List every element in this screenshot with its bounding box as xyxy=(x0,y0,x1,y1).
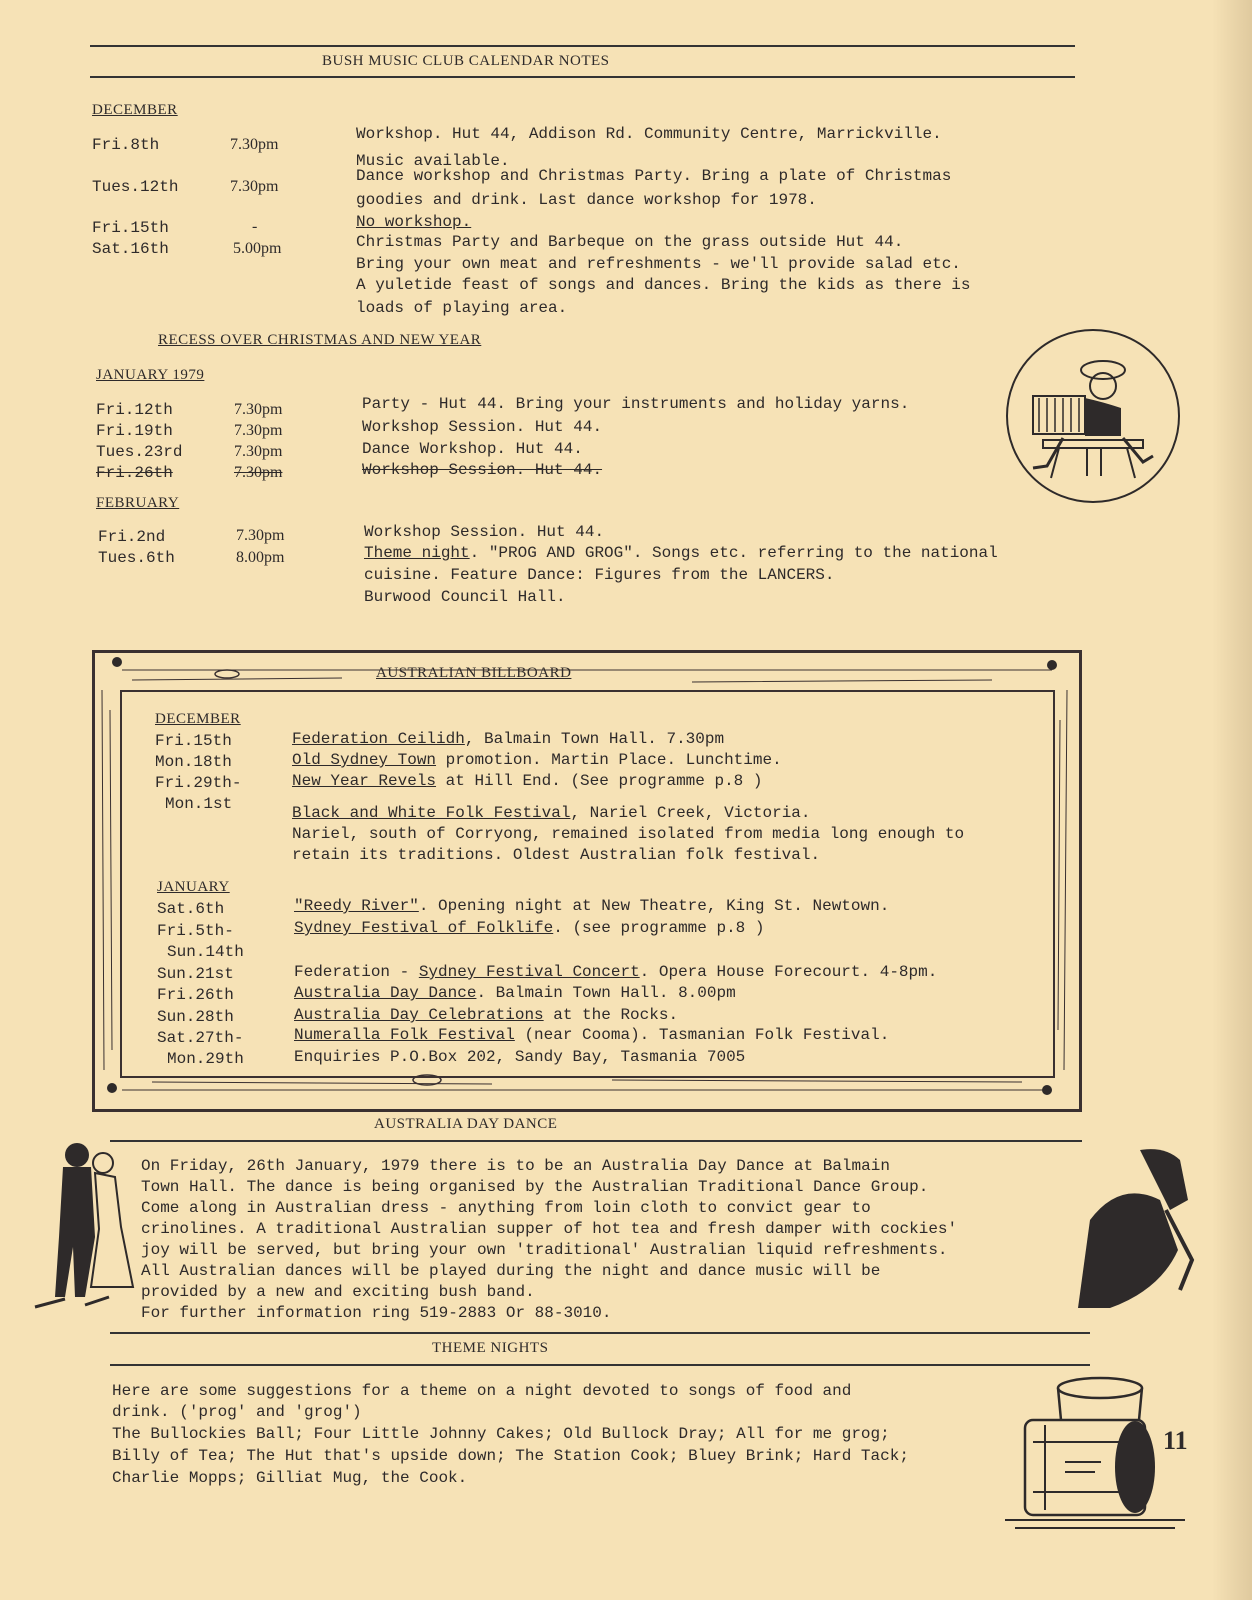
billboard-item-pre: Federation - xyxy=(294,963,419,981)
billboard-item xyxy=(292,750,782,771)
billboard-item-rest: . Opening night at New Theatre, King St. Newtown. xyxy=(418,897,890,915)
event-text: Bring your own meat and refreshments - we'll provide salad etc. xyxy=(356,255,961,273)
billboard-item xyxy=(294,983,736,1004)
billboard-title: AUSTRALIAN BILLBOARD xyxy=(376,665,572,681)
billboard-date: Sat.6th xyxy=(157,900,225,918)
event-time: 5.00pm xyxy=(233,240,282,257)
event-date: Fri.19th xyxy=(96,422,173,440)
event-time: 7.30pm xyxy=(234,401,283,418)
billboard-january-label: JANUARY xyxy=(157,879,230,895)
billboard-item-title: Sydney Festival of Folklife xyxy=(294,919,554,937)
event-text: Music available. xyxy=(356,152,510,170)
event-date: Fri.8th xyxy=(92,136,160,154)
billboard-item-rest: . (see programme p.8 ) xyxy=(553,919,765,937)
billboard-date: Mon.29th xyxy=(167,1050,244,1068)
accordion-player-illustration xyxy=(1003,328,1183,506)
billboard-item-rest: promotion. Martin Place. Lunchtime. xyxy=(436,751,782,769)
billboard-item xyxy=(294,1025,889,1046)
event-date: Tues.23rd xyxy=(96,443,183,461)
event-text-line xyxy=(364,543,998,564)
billboard-date: Fri.5th- xyxy=(157,922,234,940)
event-date: Sat.16th xyxy=(92,240,169,258)
paragraph-line: Town Hall. The dance is being organised by the Australian Traditional Dance Group. xyxy=(141,1178,929,1196)
february-label: FEBRUARY xyxy=(96,495,180,511)
billboard-item-title: Numeralla Folk Festival xyxy=(294,1026,515,1044)
billboard-item-title: Federation Ceilidh xyxy=(292,730,465,748)
billboard-item xyxy=(294,918,764,939)
event-text: Dance workshop and Christmas Party. Bring a plate of Christmas xyxy=(356,167,952,185)
theme-top-rule xyxy=(110,1332,1090,1334)
billboard-item-rest: (near Cooma). Tasmanian Folk Festival. xyxy=(514,1026,890,1044)
paragraph-line: For further information ring 519-2883 Or 88-3010. xyxy=(141,1304,612,1322)
dancing-couple-illustration xyxy=(25,1137,140,1312)
billboard-note: retain its traditions. Oldest Australian folk festival. xyxy=(292,846,821,864)
theme-night-text: . "PROG AND GROG". Songs etc. referring to the national xyxy=(469,544,998,562)
calendar-title: BUSH MUSIC CLUB CALENDAR NOTES xyxy=(322,53,610,69)
billboard-date: Mon.18th xyxy=(155,753,232,771)
billboard-item-rest: . Opera House Forecourt. 4-8pm. xyxy=(639,963,938,981)
recess-heading xyxy=(158,332,481,349)
january-label: JANUARY 1979 xyxy=(96,367,205,383)
billboard-date: Fri.29th- xyxy=(155,774,242,792)
event-text: Workshop. Hut 44, Addison Rd. Community Centre, Marrickville. xyxy=(356,125,942,143)
event-date: Fri.26th xyxy=(96,464,173,482)
paragraph-line: drink. ('prog' and 'grog') xyxy=(112,1403,362,1421)
event-text: A yuletide feast of songs and dances. Bring the kids as there is xyxy=(356,276,971,294)
paragraph-line: crinolines. A traditional Australian supper of hot tea and fresh damper with cockies' xyxy=(141,1220,958,1238)
paragraph-line: provided by a new and exciting bush band. xyxy=(141,1283,535,1301)
event-date: Fri.2nd xyxy=(98,528,166,546)
billboard-date: Sun.14th xyxy=(167,943,244,961)
billboard-date: Sun.28th xyxy=(157,1008,234,1026)
event-text: Burwood Council Hall. xyxy=(364,588,566,606)
theme-night-label: Theme night xyxy=(364,544,470,562)
australia-day-rule xyxy=(110,1140,1082,1142)
billboard-item-title: Australia Day Celebrations xyxy=(294,1006,544,1024)
billboard-item xyxy=(292,729,724,750)
paragraph-line: The Bullockies Ball; Four Little Johnny Cakes; Old Bullock Dray; All for me grog; xyxy=(112,1425,890,1443)
billboard-item-pre: Enquiries P.O.Box 202, Sandy Bay, Tasmania 7005 xyxy=(294,1048,746,1066)
event-time: 7.30pm xyxy=(234,464,283,481)
event-time: - xyxy=(252,218,258,235)
paragraph-line: Come along in Australian dress - anything from loin cloth to convict gear to xyxy=(141,1199,871,1217)
billboard-date: Sat.27th- xyxy=(157,1029,244,1047)
billboard-item xyxy=(292,803,811,824)
event-time: 7.30pm xyxy=(230,136,279,153)
billboard-item-title: Australia Day Dance xyxy=(294,984,477,1002)
event-text: goodies and drink. Last dance workshop for 1978. xyxy=(356,191,817,209)
billboard-item xyxy=(294,962,937,983)
billboard-item-title: New Year Revels xyxy=(292,772,437,790)
event-date: Fri.15th xyxy=(92,219,169,237)
billboard-december-label: DECEMBER xyxy=(155,711,241,727)
event-text: Workshop Session. Hut 44. xyxy=(362,418,603,436)
paragraph-line: Charlie Mopps; Gilliat Mug, the Cook. xyxy=(112,1469,468,1487)
billboard-date: Sun.21st xyxy=(157,965,234,983)
billboard-date: Fri.26th xyxy=(157,986,234,1004)
billboard-item xyxy=(292,771,762,792)
paragraph-line: Billy of Tea; The Hut that's upside down; The Station Cook; Bluey Brink; Hard Tack; xyxy=(112,1447,909,1465)
theme-bottom-rule xyxy=(110,1364,1090,1366)
billboard-item xyxy=(294,1005,678,1026)
paragraph-line: joy will be served, but bring your own 'traditional' Australian liquid refreshments. xyxy=(141,1241,948,1259)
recess-text: RECESS OVER CHRISTMAS AND NEW YEAR xyxy=(158,332,482,348)
billboard-item-rest: at Hill End. (See programme p.8 ) xyxy=(436,772,763,790)
paragraph-line: On Friday, 26th January, 1979 there is to be an Australia Day Dance at Balmain xyxy=(141,1157,890,1175)
billboard-item-rest: , Balmain Town Hall. 7.30pm xyxy=(464,730,725,748)
billboard-item-title: Black and White Folk Festival xyxy=(292,804,571,822)
billboard-item xyxy=(294,1047,745,1068)
theme-nights-title: THEME NIGHTS xyxy=(432,1340,549,1356)
billboard-item-rest: at the Rocks. xyxy=(543,1006,679,1024)
event-text: Workshop Session. Hut 44. xyxy=(364,523,605,541)
billboard-item-title: Old Sydney Town xyxy=(292,751,437,769)
event-time: 7.30pm xyxy=(234,422,283,439)
event-text: Party - Hut 44. Bring your instruments and holiday yarns. xyxy=(362,395,910,413)
paragraph-line: All Australian dances will be played during the night and dance music will be xyxy=(141,1262,881,1280)
billboard-note: Nariel, south of Corryong, remained isolated from media long enough to xyxy=(292,825,965,843)
billboard-item-title: "Reedy River" xyxy=(294,897,419,915)
page-edge-shadow xyxy=(1212,0,1252,1600)
event-date: Fri.12th xyxy=(96,401,173,419)
paragraph-line: Here are some suggestions for a theme on a night devoted to songs of food and xyxy=(112,1382,852,1400)
event-text: loads of playing area. xyxy=(356,299,568,317)
swagman-illustration xyxy=(1070,1140,1210,1312)
december-label: DECEMBER xyxy=(92,102,178,118)
billboard-date: Mon.1st xyxy=(165,795,233,813)
top-rule xyxy=(90,45,1075,47)
event-text: Dance Workshop. Hut 44. xyxy=(362,440,583,458)
billboard-item xyxy=(294,896,889,917)
event-time: 7.30pm xyxy=(230,178,279,195)
event-text: cuisine. Feature Dance: Figures from the LANCERS. xyxy=(364,566,835,584)
event-time: 7.30pm xyxy=(234,443,283,460)
event-date: Tues.6th xyxy=(98,549,175,567)
australia-day-title: AUSTRALIA DAY DANCE xyxy=(374,1116,558,1132)
billboard-item-rest: , Nariel Creek, Victoria. xyxy=(570,804,811,822)
event-time: 7.30pm xyxy=(236,527,285,544)
event-time: 8.00pm xyxy=(236,549,285,566)
billboard-item-rest: . Balmain Town Hall. 8.00pm xyxy=(476,984,736,1002)
event-text: Workshop Session. Hut 44. xyxy=(362,461,603,479)
event-date: Tues.12th xyxy=(92,178,179,196)
page-number: 11 xyxy=(1163,1426,1188,1455)
billboard-item-title: Sydney Festival Concert xyxy=(418,963,640,981)
event-text: Christmas Party and Barbeque on the grass outside Hut 44. xyxy=(356,233,904,251)
title-rule xyxy=(90,76,1075,78)
billboard-date: Fri.15th xyxy=(155,732,232,750)
event-text: No workshop. xyxy=(356,213,472,231)
